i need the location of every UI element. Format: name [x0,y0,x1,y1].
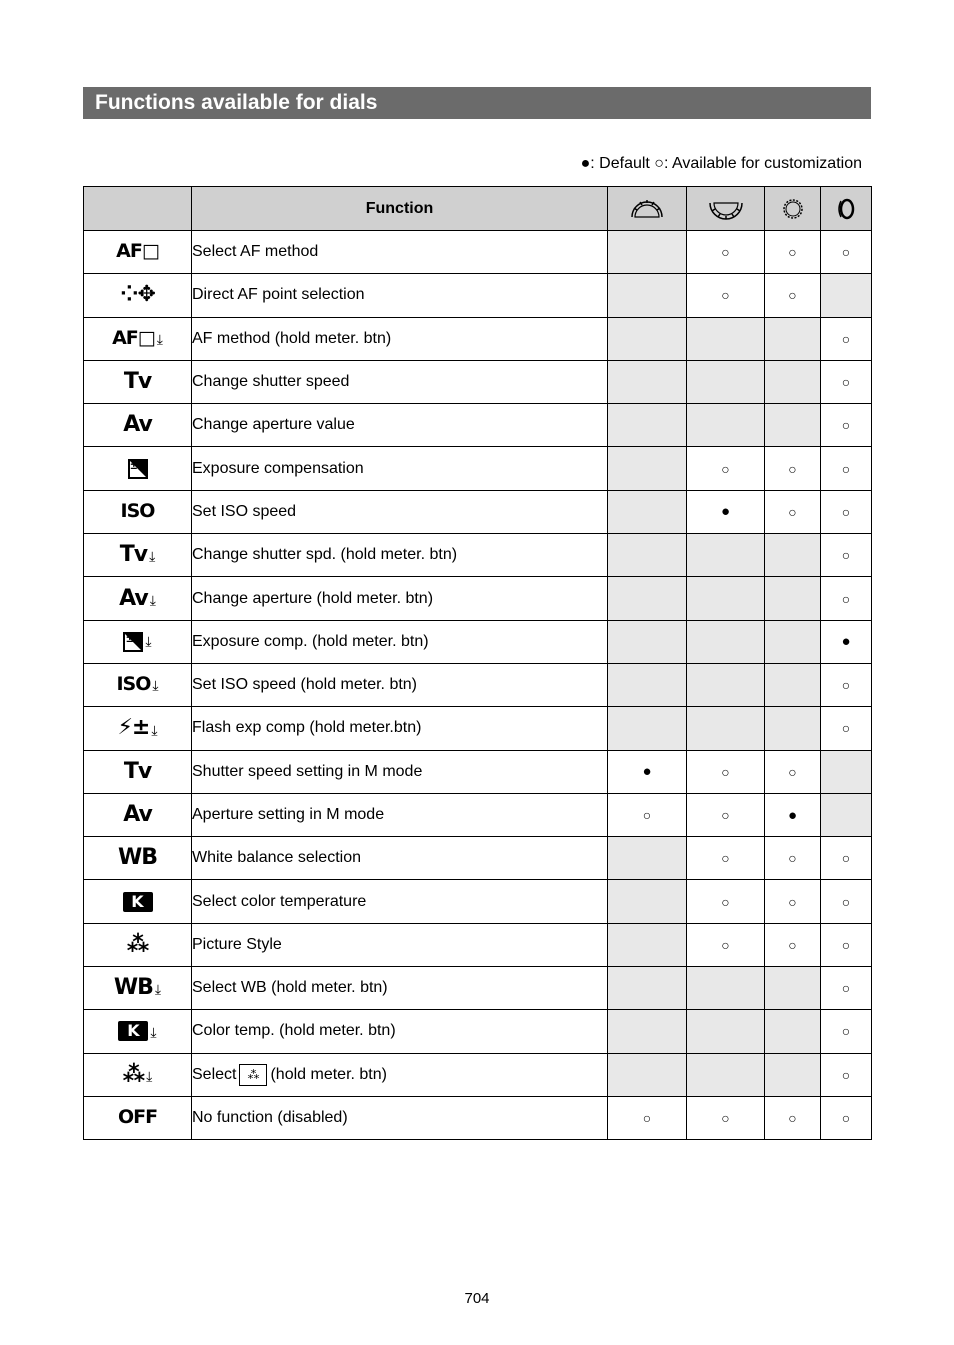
hold-meter-button-icon: ⤓ [156,331,163,347]
picture-style-hold-icon: ⁂ [122,1061,145,1087]
quick-control-dial-availability [687,707,765,750]
row-icon-cell [84,1053,192,1096]
quick-control-dial-availability [687,1053,765,1096]
function-label: Select color temperature [192,880,608,923]
function-label: Exposure comp. (hold meter. btn) [192,620,608,663]
quick-control-dial-2-availability: ○ [765,837,821,880]
table-row [84,317,872,360]
table-row [84,1096,872,1139]
row-icon-cell [84,793,192,836]
control-ring-availability: ○ [821,707,872,750]
table-row [84,663,872,706]
control-ring-availability: ● [821,620,872,663]
off-icon: OFF [117,1106,158,1129]
hold-meter-button-icon: ⤓ [150,1023,157,1040]
table-row [84,793,872,836]
control-ring-availability [821,750,872,793]
control-ring-availability: ○ [821,1096,872,1139]
table-row [84,534,872,577]
quick-control-dial-2-availability [765,317,821,360]
main-dial-availability [608,707,687,750]
wb-hold-icon: WB [113,975,153,1001]
function-label: Picture Style [192,923,608,966]
function-label: Select AF method [192,231,608,274]
main-dial-availability [608,447,687,490]
table-row [84,837,872,880]
function-label-post: (hold meter. btn) [270,1066,387,1084]
main-dial-availability [608,1053,687,1096]
hold-meter-button-icon: ⤓ [151,721,158,738]
quick-control-dial-availability [687,967,765,1010]
color-temp-icon: K [123,892,153,912]
control-ring-availability: ○ [821,231,872,274]
tv-icon: Tv [123,758,152,784]
quick-control-dial-availability [687,317,765,360]
row-icon-cell [84,490,192,533]
iso-hold-icon: ISO [116,673,151,696]
af-method-icon: AF□ [116,240,159,263]
function-label: Set ISO speed [192,490,608,533]
quick-control-dial-2-availability: ○ [765,490,821,533]
table-row [84,750,872,793]
quick-control-dial-2-availability: ○ [765,880,821,923]
main-dial-availability [608,880,687,923]
quick-control-dial-2-availability [765,534,821,577]
main-dial-availability [608,490,687,533]
main-dial-availability [608,837,687,880]
function-label-pre: Select [192,1066,237,1084]
hold-meter-button-icon: ⤓ [149,591,156,608]
function-label: Change aperture (hold meter. btn) [192,577,608,620]
quick-control-dial-2-availability [765,663,821,706]
quick-control-dial-2-availability: ○ [765,1096,821,1139]
control-ring-availability: ○ [821,490,872,533]
row-icon-cell [84,317,192,360]
main-dial-availability [608,577,687,620]
quick-control-dial-availability: ○ [687,231,765,274]
main-dial-availability: ○ [608,793,687,836]
functions-table [83,186,872,1140]
table-header-row [84,187,872,231]
row-icon-cell [84,534,192,577]
quick-control-dial-availability [687,620,765,663]
control-ring-icon [821,187,872,231]
row-icon-cell [84,837,192,880]
quick-control-dial-availability: ○ [687,793,765,836]
table-row [84,577,872,620]
direct-af-point-icon: ⁘✥ [120,282,155,308]
row-icon-cell [84,274,192,317]
table-row [84,360,872,403]
quick-control-dial-2-availability [765,360,821,403]
quick-control-dial-2-availability: ○ [765,750,821,793]
quick-control-dial-2-availability [765,707,821,750]
function-label: White balance selection [192,837,608,880]
quick-control-dial-2-availability [765,404,821,447]
table-row [84,447,872,490]
quick-control-dial-2-availability: ○ [765,447,821,490]
control-ring-availability: ○ [821,317,872,360]
quick-control-dial-availability: ○ [687,837,765,880]
av-icon: Av [123,802,152,827]
control-ring-availability: ○ [821,837,872,880]
control-ring-availability: ○ [821,967,872,1010]
function-label: Color temp. (hold meter. btn) [192,1010,608,1053]
function-label: Aperture setting in M mode [192,793,608,836]
quick-control-dial-icon [687,187,765,231]
quick-control-dial-availability: ● [687,490,765,533]
picture-style-inline-icon: ⁂ [239,1064,267,1086]
main-dial-availability [608,274,687,317]
hold-meter-button-icon: ⤓ [152,677,159,694]
table-row [84,274,872,317]
quick-control-dial-availability: ○ [687,274,765,317]
picture-style-icon: ⁂ [126,931,149,957]
section-title: Functions available for dials [83,87,871,119]
table-row [84,231,872,274]
main-dial-availability [608,534,687,577]
row-icon-cell [84,404,192,447]
control-ring-availability: ○ [821,577,872,620]
function-label: Change shutter speed [192,360,608,403]
exposure-comp-icon: ± [128,459,148,479]
quick-control-dial-availability: ○ [687,880,765,923]
function-label: Select WB (hold meter. btn) [192,967,608,1010]
main-dial-availability [608,404,687,447]
row-icon-cell [84,620,192,663]
quick-control-dial-availability [687,577,765,620]
table-row [84,404,872,447]
quick-control-dial-2-availability: ○ [765,923,821,966]
row-icon-cell [84,577,192,620]
row-icon-cell [84,750,192,793]
main-dial-availability [608,360,687,403]
row-icon-cell [84,360,192,403]
row-icon-cell [84,967,192,1010]
row-icon-cell [84,1010,192,1053]
legend: ●: Default ○: Available for customization [580,155,862,172]
av-hold-icon: Av [119,585,148,611]
control-ring-availability: ○ [821,1010,872,1053]
table-row [84,1053,872,1096]
exposure-comp-hold-icon: ± [123,632,143,652]
quick-control-dial-2-icon [765,187,821,231]
control-ring-availability: ○ [821,534,872,577]
function-label: Shutter speed setting in M mode [192,750,608,793]
flash-exp-comp-hold-icon: ⚡± [117,715,150,741]
row-icon-cell [84,707,192,750]
main-dial-availability [608,1010,687,1053]
function-label: Change aperture value [192,404,608,447]
tv-hold-icon: Tv [119,542,148,568]
table-row [84,707,872,750]
quick-control-dial-2-availability: ○ [765,231,821,274]
control-ring-availability: ○ [821,663,872,706]
control-ring-availability [821,274,872,317]
table-row [84,923,872,966]
row-icon-cell [84,923,192,966]
row-icon-cell [84,231,192,274]
function-label: No function (disabled) [192,1096,608,1139]
color-temp-hold-icon: K [118,1021,148,1041]
main-dial-availability [608,923,687,966]
hold-meter-button-icon: ⤓ [154,981,162,998]
quick-control-dial-availability [687,360,765,403]
hold-meter-button-icon: ⤓ [149,548,156,565]
table-row [84,490,872,533]
function-label: Change shutter spd. (hold meter. btn) [192,534,608,577]
tv-icon: Tv [123,369,152,395]
av-icon: Av [123,412,152,438]
row-icon-cell [84,1096,192,1139]
icon-column-header [84,187,192,231]
quick-control-dial-availability [687,404,765,447]
quick-control-dial-availability [687,663,765,706]
main-dial-availability [608,317,687,360]
control-ring-availability: ○ [821,1053,872,1096]
table-row [84,620,872,663]
table-row [84,1010,872,1053]
iso-icon: ISO [120,499,155,522]
function-label [192,1053,608,1096]
quick-control-dial-availability: ○ [687,1096,765,1139]
control-ring-availability [821,793,872,836]
row-icon-cell [84,880,192,923]
control-ring-availability: ○ [821,360,872,403]
main-dial-availability: ● [608,750,687,793]
quick-control-dial-availability: ○ [687,750,765,793]
quick-control-dial-availability: ○ [687,447,765,490]
function-label: Set ISO speed (hold meter. btn) [192,663,608,706]
row-icon-cell [84,663,192,706]
main-dial-availability [608,663,687,706]
main-dial-availability: ○ [608,1096,687,1139]
quick-control-dial-2-availability [765,620,821,663]
control-ring-availability: ○ [821,404,872,447]
quick-control-dial-2-availability [765,1010,821,1053]
main-dial-availability [608,620,687,663]
quick-control-dial-2-availability [765,967,821,1010]
hold-meter-button-icon: ⤓ [146,1068,153,1085]
main-dial-icon [608,187,687,231]
quick-control-dial-2-availability: ○ [765,274,821,317]
table-row [84,880,872,923]
quick-control-dial-2-availability [765,577,821,620]
function-column-header: Function [192,187,608,231]
quick-control-dial-availability [687,534,765,577]
function-label: Direct AF point selection [192,274,608,317]
quick-control-dial-availability [687,1010,765,1053]
quick-control-dial-2-availability: ● [765,793,821,836]
quick-control-dial-availability: ○ [687,923,765,966]
hold-meter-button-icon: ⤓ [145,633,152,650]
table-row [84,967,872,1010]
function-label: Flash exp comp (hold meter.btn) [192,707,608,750]
page-number: 704 [464,1290,490,1307]
control-ring-availability: ○ [821,923,872,966]
control-ring-availability: ○ [821,447,872,490]
af-method-hold-icon: AF□ [112,326,155,349]
function-label: AF method (hold meter. btn) [192,317,608,360]
wb-icon: WB [117,845,158,871]
quick-control-dial-2-availability [765,1053,821,1096]
row-icon-cell [84,447,192,490]
main-dial-availability [608,231,687,274]
main-dial-availability [608,967,687,1010]
control-ring-availability: ○ [821,880,872,923]
function-label: Exposure compensation [192,447,608,490]
